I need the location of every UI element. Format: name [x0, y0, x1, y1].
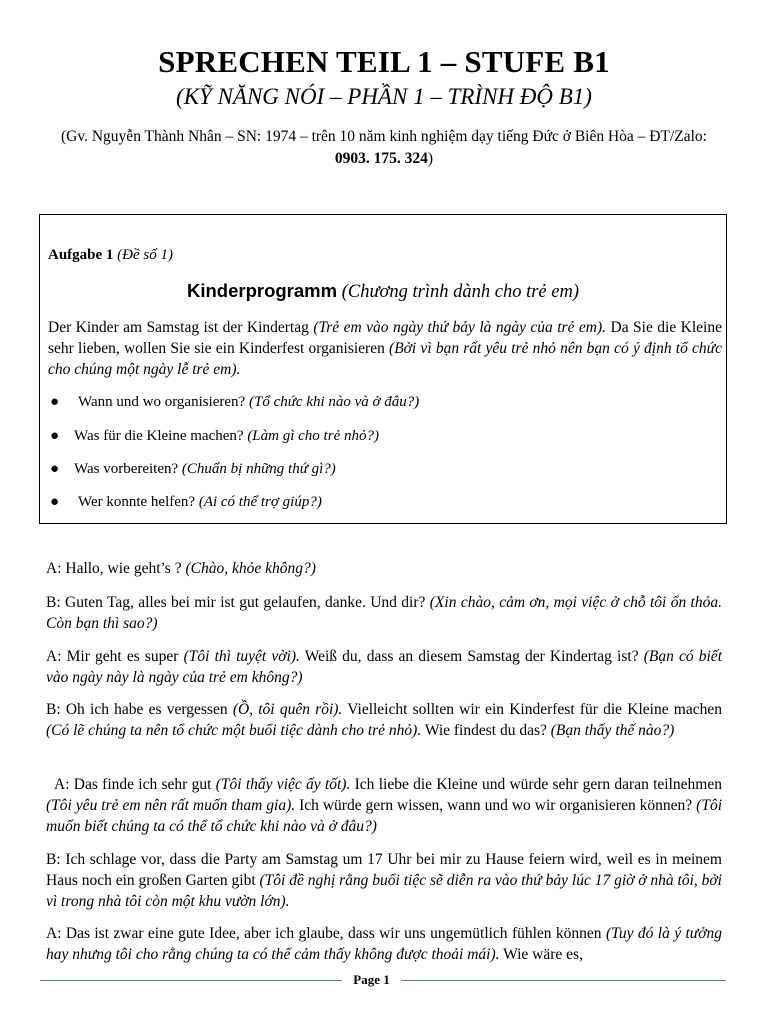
footer-divider-left	[40, 980, 342, 981]
page-title: SPRECHEN TEIL 1 – STUFE B1	[158, 44, 610, 79]
teacher-phone: 0903. 175. 324	[334, 150, 428, 167]
teacher-close: )	[427, 150, 434, 167]
bullet-vi: (Chuẩn bị những thứ gì?)	[181, 461, 336, 477]
task-title-de: Kinderprogramm	[186, 280, 338, 301]
dialogue-translation: (Tôi thấy việc ấy tốt).	[215, 776, 351, 793]
dialogue-text: Wie wäre es,	[499, 946, 583, 963]
dialogue-translation: (Bạn thấy thế nào?)	[550, 722, 675, 739]
dialogue-line	[46, 923, 722, 965]
teacher-line: (Gv. Nguyễn Thành Nhân – SN: 1974 – trên 10 năm kinh nghiệm dạy tiếng Đức ở Biên Hòa – ĐT/Zalo:	[61, 128, 707, 145]
page-subtitle: (KỸ NĂNG NÓI – PHẦN 1 – TRÌNH ĐỘ B1)	[176, 84, 592, 109]
dialogue-text: B: Ich schlage vor, dass die Party am Samstag um 17 Uhr bei mir zu Hause feiern wird, weil es in meinem Haus noch ein großen Garten gibt	[46, 851, 722, 889]
dialogue-line	[46, 558, 722, 579]
dialogue-translation: (Có lẽ chúng ta nên tổ chức một buổi tiệc dành cho trẻ nhỏ).	[46, 722, 422, 739]
page-number: Page 1	[353, 972, 390, 987]
dialogue-translation: (Bạn có biết vào ngày này là ngày của trẻ em không?)	[46, 648, 722, 686]
bullet-de: Was für die Kleine machen?	[74, 428, 244, 444]
task-title-vi: (Chương trình dành cho trẻ em)	[341, 282, 579, 302]
bullet-de: Wer konnte helfen?	[78, 494, 196, 510]
intro-vi-1: (Trẻ em vào ngày thứ bảy là ngày của trẻ em).	[313, 319, 607, 336]
dialogue-text: A: Mir geht es super	[46, 648, 184, 665]
dialogue-text: B: Guten Tag, alles bei mir ist gut gelaufen, danke. Und dir?	[46, 594, 430, 611]
dialogue-text: Ich liebe die Kleine und würde sehr gern daran teilnehmen	[350, 776, 722, 793]
dialogue-translation: (Ồ, tôi quên rồi).	[232, 701, 343, 718]
bullet-icon: ●	[50, 394, 60, 410]
intro-vi-2: (Bởi vì bạn rất yêu trẻ nhỏ nên bạn có ý định tổ chức cho chúng một ngày lễ trẻ em).	[48, 340, 722, 378]
dialogue-text: Wie findest du das?	[421, 722, 551, 739]
dialogue-line	[46, 699, 722, 741]
dialogue-text: Vielleicht sollten wir ein Kinderfest für die Kleine machen	[342, 701, 722, 718]
dialogue-translation: (Tuy đó là ý tưởng hay nhưng tôi cho rằng chúng ta có thể cảm thấy không được thoải mái).	[46, 925, 722, 963]
dialogue-line	[46, 774, 722, 837]
teacher-info	[52, 126, 716, 170]
dialogue-translation: (Tôi muốn biết chúng ta có thể tổ chức khi nào và ở đâu?)	[46, 797, 722, 835]
dialogue-line	[46, 849, 722, 912]
dialogue-text: A: Das ist zwar eine gute Idee, aber ich glaube, dass wir uns ungemütlich fühlen können	[46, 925, 606, 942]
task-intro	[48, 317, 722, 380]
task-number-vi: (Đề số 1)	[117, 247, 173, 263]
dialogue-translation: (Xin chào, cảm ơn, mọi việc ở chỗ tôi ổn thỏa. Còn bạn thì sao?)	[46, 594, 722, 632]
bullet-vi: (Tổ chức khi nào và ở đâu?)	[248, 394, 420, 410]
footer-divider-right	[401, 980, 726, 981]
task-number: Aufgabe 1	[48, 247, 114, 263]
task-label	[48, 247, 173, 264]
dialogue-translation: (Tôi thì tuyệt vời).	[183, 648, 300, 665]
intro-de-1: Der Kinder am Samstag ist der Kindertag	[48, 319, 314, 336]
bullet-vi: (Ai có thể trợ giúp?)	[198, 494, 322, 510]
dialogue-text: Ich würde gern wissen, wann und wo wir organisieren können?	[295, 797, 697, 814]
task-title	[40, 280, 726, 303]
dialogue-text: A: Das finde ich sehr gut	[54, 776, 216, 793]
intro-de-2: Da Sie die Kleine sehr lieben, wollen Sie sie ein Kinderfest organisieren	[48, 319, 722, 357]
bullet-icon: ●	[50, 428, 60, 444]
dialogue-translation: (Tôi yêu trẻ em nên rất muốn tham gia).	[46, 797, 296, 814]
dialogue-text: A: Hallo, wie geht’s ?	[46, 560, 186, 577]
bullet-icon: ●	[50, 494, 60, 510]
bullet-vi: (Làm gì cho trẻ nhỏ?)	[247, 428, 379, 444]
dialogue-text: Weiß du, dass an diesem Samstag der Kindertag ist?	[299, 648, 644, 665]
bullet-de: Wann und wo organisieren?	[78, 394, 246, 410]
dialogue-translation: (Tôi đề nghị rằng buổi tiệc sẽ diễn ra vào thứ bảy lúc 17 giờ ở nhà tôi, bởi vì trong nhà tôi còn một khu vườn lớn).	[46, 872, 722, 910]
bullet-icon: ●	[50, 461, 60, 477]
dialogue-line	[46, 592, 722, 634]
task-box	[39, 214, 727, 524]
dialogue-text: B: Oh ich habe es vergessen	[46, 701, 233, 718]
bullet-de: Was vorbereiten?	[74, 461, 179, 477]
dialogue-translation: (Chào, khỏe không?)	[185, 560, 316, 577]
dialogue-line	[46, 646, 722, 688]
